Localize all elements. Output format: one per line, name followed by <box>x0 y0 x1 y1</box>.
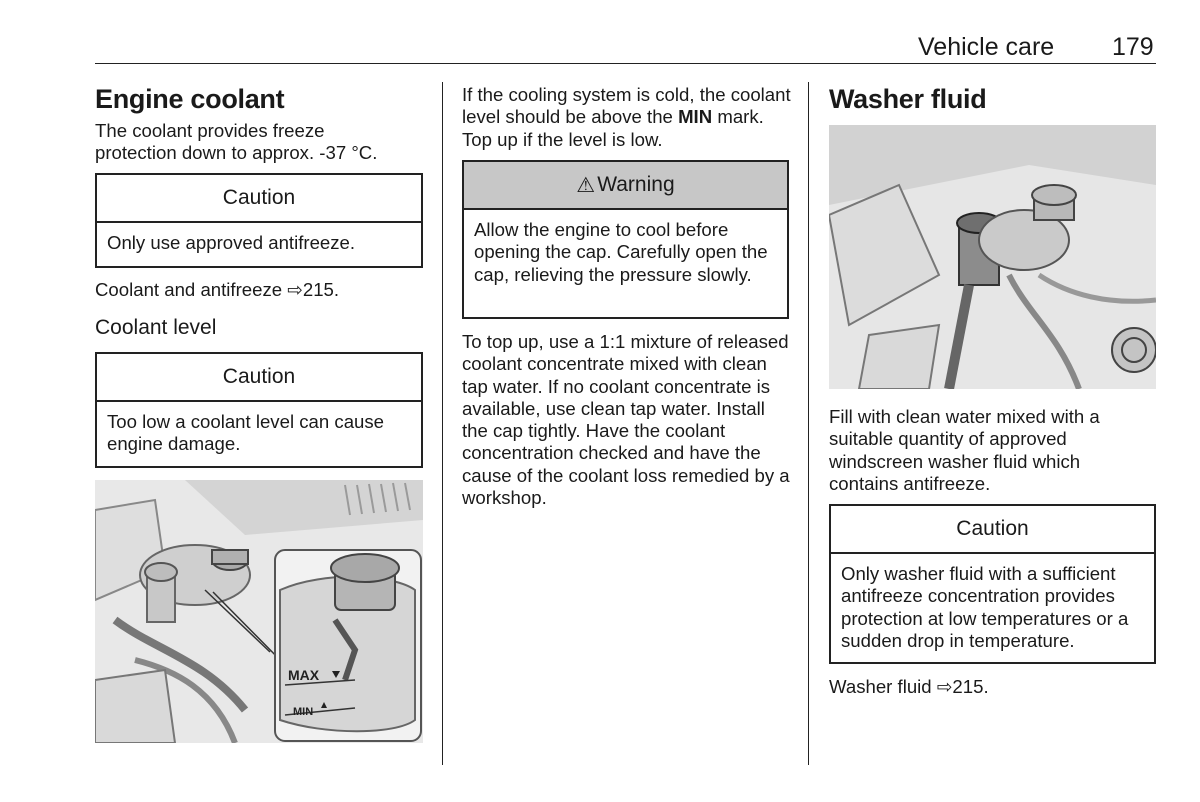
column-divider-left <box>442 82 443 765</box>
reference-page[interactable]: 215. <box>952 676 989 697</box>
page-reference-icon: ⇨ <box>936 676 953 697</box>
caution-heading: Caution <box>97 354 421 402</box>
top-up-paragraph: To top up, use a 1:1 mixture of released coolant concentrate mixed with clean tap water. If no coolant concentrate is available, use clean tap water. Install the cap tightly. Have the coolant concentration checked and have the cause of the coolant loss remedied by a workshop. <box>462 331 790 509</box>
reference-text: Washer fluid <box>829 676 932 697</box>
warning-triangle-icon: ⚠ <box>576 173 596 197</box>
page-reference-icon: ⇨ <box>287 279 303 300</box>
cold-system-text-end: mark. Top up if the level is low. <box>462 106 764 150</box>
warning-header <box>464 162 787 210</box>
coolant-level-subheading: Coolant level <box>95 316 217 339</box>
warning-box <box>462 160 789 319</box>
reference-page[interactable]: 215. <box>302 279 340 300</box>
header-rule <box>95 63 1156 64</box>
caution-text: Only washer fluid with a sufficient antifreeze concentration provides protection at low temperatures or a sudden drop in temperature. <box>841 563 1129 651</box>
cold-system-text: If the cooling system is cold, the coolant level should be above the <box>462 84 791 128</box>
caution-heading: Caution <box>831 506 1154 554</box>
cold-system-paragraph <box>462 84 792 151</box>
caution-text: Too low a coolant level can cause engine damage. <box>107 411 385 455</box>
washer-fluid-heading: Washer fluid <box>829 84 987 114</box>
reference-text: Coolant and antifreeze <box>95 279 283 300</box>
engine-coolant-heading: Engine coolant <box>95 84 285 114</box>
washer-fluid-intro: Fill with clean water mixed with a suitable quantity of approved windscreen washer fluid which contains antifreeze. <box>829 406 1100 494</box>
washer-fluid-reference <box>829 676 1149 698</box>
caution-box-coolant-level <box>95 352 423 468</box>
page-number: 179 <box>1112 33 1154 61</box>
coolant-reservoir-illustration <box>95 480 423 743</box>
min-mark-label: MIN <box>293 706 314 718</box>
caution-text: Only use approved antifreeze. <box>107 232 356 253</box>
coolant-antifreeze-reference <box>95 279 425 301</box>
warning-text: Allow the engine to cool before opening the cap. Carefully open the cap, relieving the pressure slowly. <box>474 219 768 285</box>
min-mark-term: MIN <box>678 106 713 128</box>
caution-heading: Caution <box>97 175 421 223</box>
caution-box-washer-fluid <box>829 504 1156 664</box>
column-divider-right <box>808 82 809 765</box>
caution-box-antifreeze <box>95 173 423 268</box>
running-header-section: Vehicle care <box>918 33 1055 61</box>
warning-heading: Warning <box>597 173 675 196</box>
washer-fluid-reservoir-illustration <box>829 125 1156 389</box>
engine-coolant-intro: The coolant provides freeze protection down to approx. -37 °C. <box>95 120 378 164</box>
max-mark-label: MAX <box>288 667 320 683</box>
